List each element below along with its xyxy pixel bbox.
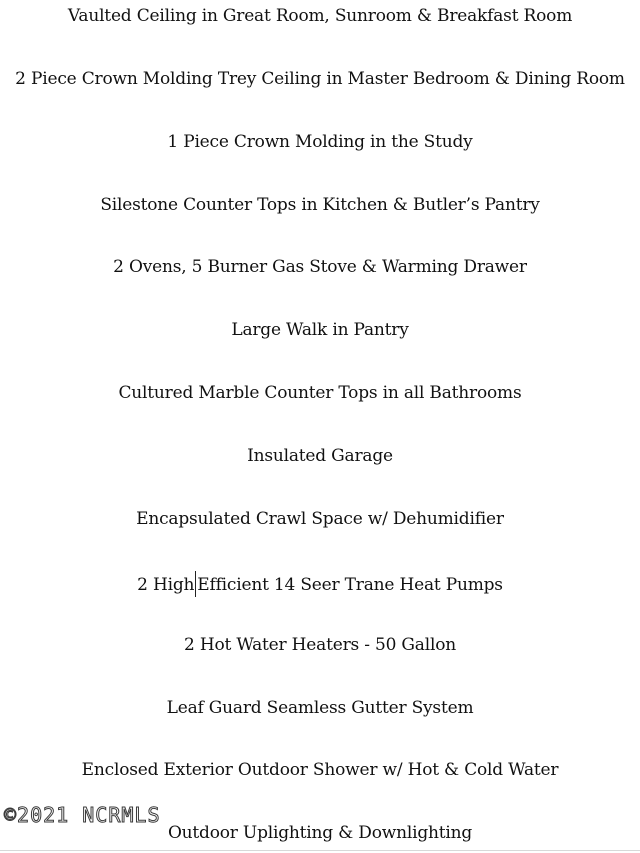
feature-line-4: Silestone Counter Tops in Kitchen & Butler’s Pantry: [100, 195, 540, 215]
feature-line-2: 2 Piece Crown Molding Trey Ceiling in Master Bedroom & Dining Room: [15, 69, 625, 89]
feature-line-1: Vaulted Ceiling in Great Room, Sunroom & Breakfast Room: [67, 6, 573, 26]
feature-line-3: 1 Piece Crown Molding in the Study: [167, 132, 473, 152]
copyright-watermark: ©2021 NCRMLS: [4, 803, 161, 827]
feature-line-14: Outdoor Uplighting & Downlighting: [167, 823, 473, 843]
feature-line-10-prefix: 2 High: [137, 575, 195, 595]
feature-line-10: [0, 571, 640, 597]
feature-line-8: Insulated Garage: [247, 446, 393, 466]
feature-line-11: 2 Hot Water Heaters - 50 Gallon: [184, 635, 456, 655]
feature-line-9: Encapsulated Crawl Space w/ Dehumidifier: [136, 509, 504, 529]
feature-line-12: Leaf Guard Seamless Gutter System: [166, 698, 474, 718]
feature-line-13: Enclosed Exterior Outdoor Shower w/ Hot & Cold Water: [81, 760, 559, 780]
page-bottom-edge: [0, 850, 640, 851]
feature-line-10-rest: Efficient 14 Seer Trane Heat Pumps: [197, 575, 503, 595]
feature-line-7: Cultured Marble Counter Tops in all Bathrooms: [118, 383, 522, 403]
feature-line-5: 2 Ovens, 5 Burner Gas Stove & Warming Drawer: [113, 257, 527, 277]
feature-line-6: Large Walk in Pantry: [231, 320, 409, 340]
